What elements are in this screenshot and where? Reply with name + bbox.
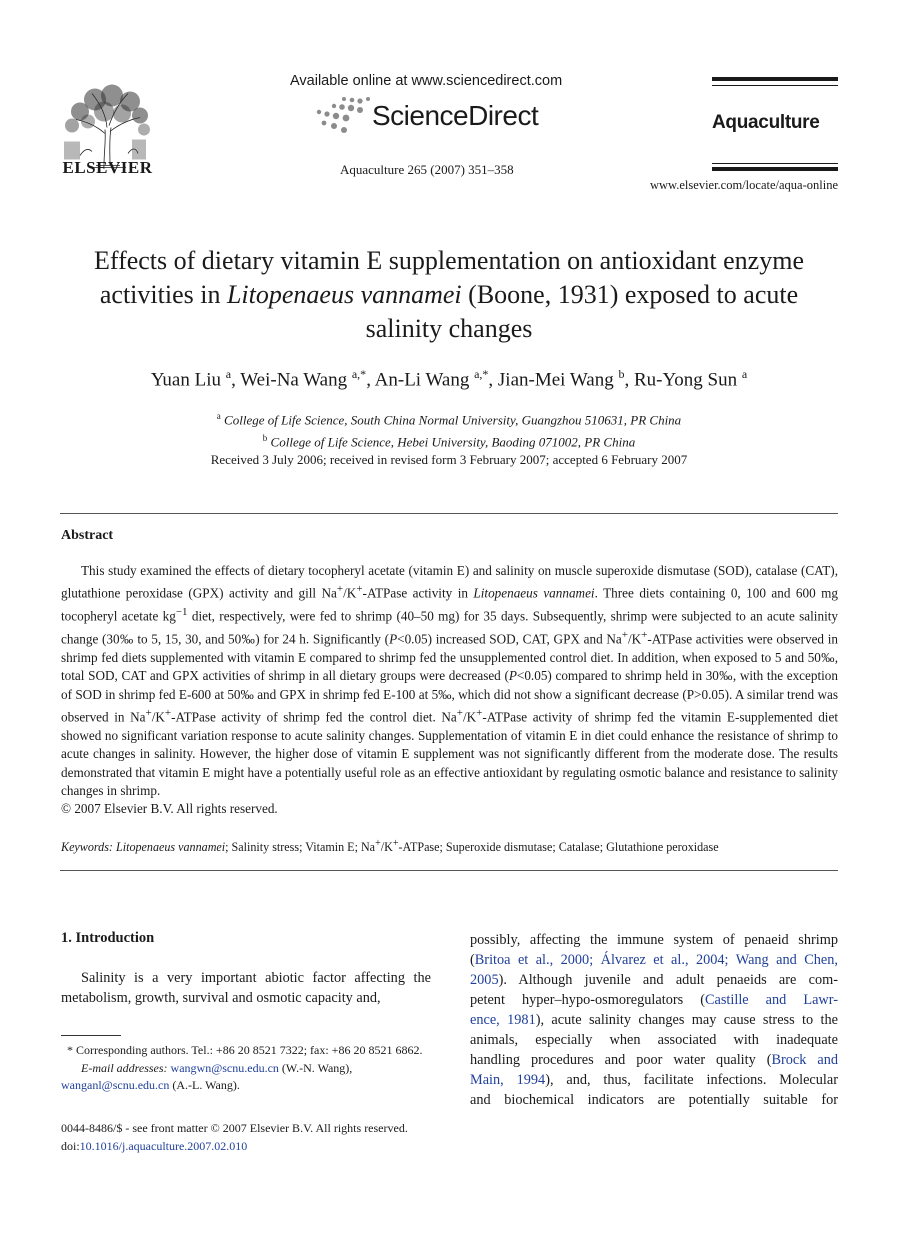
text-line: (Britoa et al., 2000; Álvarez et al., 2004; Wang and Chen,	[470, 952, 838, 968]
author-affil-mark: b	[618, 367, 625, 381]
footnotes	[61, 1042, 431, 1095]
text-line: and biochemical indicators are potentially suitable for	[470, 1092, 838, 1108]
text-line: 2005). Although juvenile and adult penaeids are com-	[470, 972, 838, 988]
journal-citation: Aquaculture 265 (2007) 351–358	[340, 162, 514, 177]
title-part-2: (Boone, 1931) exposed to acute salinity changes	[365, 280, 799, 343]
corresponding-author-note: * Corresponding authors. Tel.: +86 20 8521 7322; fax: +86 20 8521 6862.	[67, 1043, 423, 1057]
front-matter	[61, 1120, 461, 1155]
reference-link[interactable]: Castille and Lawr-	[704, 992, 838, 1008]
journal-name: Aquaculture	[712, 112, 820, 133]
email-link[interactable]: wangwn@scnu.edu.cn	[170, 1060, 279, 1075]
reference-link[interactable]: Brock and	[771, 1052, 839, 1068]
sciencedirect-dots-icon	[314, 96, 372, 136]
author-name[interactable]: An-Li Wang	[374, 369, 470, 391]
affiliations	[60, 407, 838, 452]
keyword-species: Litopenaeus vannamei	[116, 840, 226, 855]
abstract-heading: Abstract	[61, 528, 114, 543]
divider	[60, 870, 838, 871]
footnote-rule	[61, 1035, 121, 1036]
doi-line: doi:10.1016/j.aquaculture.2007.02.010	[61, 1138, 248, 1153]
text-line: handling procedures and poor water quality (Brock and	[470, 1052, 839, 1068]
article-title	[60, 244, 838, 346]
journal-rule	[712, 163, 838, 164]
journal-rule	[712, 167, 838, 171]
keywords: Keywords: Litopenaeus vannamei; Salinity stress; Vitamin E; Na+/K+-ATPase; Superoxide dismutase; Catalase; Glutathione peroxidase	[61, 838, 719, 855]
title-species: Litopenaeus vannamei	[226, 280, 462, 309]
title-part-1: Effects of dietary vitamin E supplementation on antioxidant enzyme activities in	[94, 246, 804, 309]
text-line: petent hyper–hypo-osmoregulators (Castille and Lawr-	[470, 992, 838, 1008]
keywords-label: Keywords:	[61, 840, 113, 855]
text-line: Main, 1994), and, thus, facilitate infections. Molecular	[470, 1072, 839, 1088]
author-name[interactable]: Jian-Mei Wang	[497, 369, 614, 391]
author-affil-mark: a,*	[474, 367, 489, 381]
author-affil-mark: a,*	[351, 367, 367, 381]
text-line: animals, especially when associated with inadequate	[470, 1032, 838, 1048]
author-name[interactable]: Wei-Na Wang	[240, 369, 348, 391]
intro-paragraph-right	[470, 930, 838, 1110]
author-affil-mark: a	[741, 367, 748, 381]
reference-link[interactable]: Britoa et al., 2000; Álvarez et al., 2004; Wang and Chen,	[474, 952, 838, 968]
author-affil-mark: a	[225, 367, 232, 381]
email-note: E-mail addresses: wangwn@scnu.edu.cn (W.-N. Wang), wanganl@scnu.edu.cn (A.-L. Wang).	[61, 1060, 353, 1092]
received-dates: Received 3 July 2006; received in revised form 3 February 2007; accepted 6 February 2007	[210, 452, 688, 467]
available-online-text: Available online at www.sciencedirect.com	[290, 73, 563, 89]
doi-link[interactable]: 10.1016/j.aquaculture.2007.02.010	[79, 1138, 248, 1153]
abstract-body: This study examined the effects of dietary tocopheryl acetate (vitamin E) and salinity on muscle superoxide dismutase (SOD), catalase (CAT), glutathione peroxidase (GPX) activity and gill Na+/K+-ATPase activity in Litopenaeus vannamei. Three diets containing 0, 100 and 600 mg tocopheryl acetate $kg^{-1}$ diet, respectively, were fed to shrimp (40–50 mg) for 35 days. Subsequently, shrimp were subjected to an acute salinity change (30‰ to 5, 15, 30, and 50‰) for 24 h. Significantly (P<0.05) increased SOD, CAT, GPX and Na+/K+-ATPase activities were observed in shrimp fed diets supplemented with vitamin E compared to shrimp fed the unsupplemented control diet. In addition, when exposed to 5 and 50‰, total SOD, CAT and GPX activities of shrimp in all dietary groups were decreased (P<0.05) compared to shrimp held in 30‰, with the exception of SOD in shrimp fed E-600 at 50‰ and GPX in shrimp fed E-100 at 5‰, which did not show a significant decrease (P>0.05). A similar trend was observed in Na+/K+-ATPase activity of shrimp fed the control diet. Na+/K+-ATPase activity of shrimp fed the vitamin E-supplemented diet showed no significant variation response to acute salinity changes. Supplementation of vitamin E in diet could enhance the resistance of shrimp to acute changes in salinity. However, the higher dose of vitamin E supplement was not significantly different from the moderate dose. The results demonstrated that vitamin E might have a potentially useful role as an effective antioxidant by regulating osmotic balance and resistance to salinity changes in shrimp.	[61, 563, 838, 799]
affiliation: $^a$ College of Life Science, South China Normal University, Guangzhou 510631, PR China	[216, 411, 682, 428]
author-name[interactable]: Ru-Yong Sun	[633, 369, 738, 391]
email-link[interactable]: wanganl@scnu.edu.cn	[61, 1078, 170, 1092]
publisher-name: ELSEVIER	[62, 158, 153, 177]
author-list: Yuan Liu $^a$, Wei-Na Wang $^{a,*}$, An-Li Wang $^{a,*}$, Jian-Mei Wang $^b$, Ru-Yong Sun $^a$	[150, 367, 748, 391]
intro-paragraph-left: Salinity is a very important abiotic factor affecting the metabolism, growth, survival and osmotic capacity and,	[61, 970, 431, 1006]
text-line: ence, 1981), acute salinity changes may cause stress to the	[470, 1012, 838, 1028]
affiliation: $^b$ College of Life Science, Hebei University, Baoding 071002, PR China	[262, 433, 636, 450]
reference-link[interactable]: 2005	[470, 972, 499, 988]
sciencedirect-wordmark: ScienceDirect	[372, 100, 539, 131]
reference-link[interactable]: ence, 1981	[470, 1012, 536, 1028]
journal-url-link[interactable]: www.elsevier.com/locate/aqua-online	[649, 178, 838, 192]
section-heading-introduction: 1. Introduction	[61, 930, 155, 946]
abstract-copyright: © 2007 Elsevier B.V. All rights reserved.	[61, 801, 278, 816]
journal-rule	[712, 85, 838, 86]
divider	[60, 513, 838, 514]
issn-line: 0044-8486/$ - see front matter © 2007 Elsevier B.V. All rights reserved.	[61, 1121, 408, 1135]
text-line: possibly, affecting the immune system of penaeid shrimp	[470, 932, 838, 948]
author-name[interactable]: Yuan Liu	[150, 369, 221, 391]
journal-rule	[712, 77, 838, 81]
reference-link[interactable]: Main, 1994	[470, 1072, 546, 1088]
